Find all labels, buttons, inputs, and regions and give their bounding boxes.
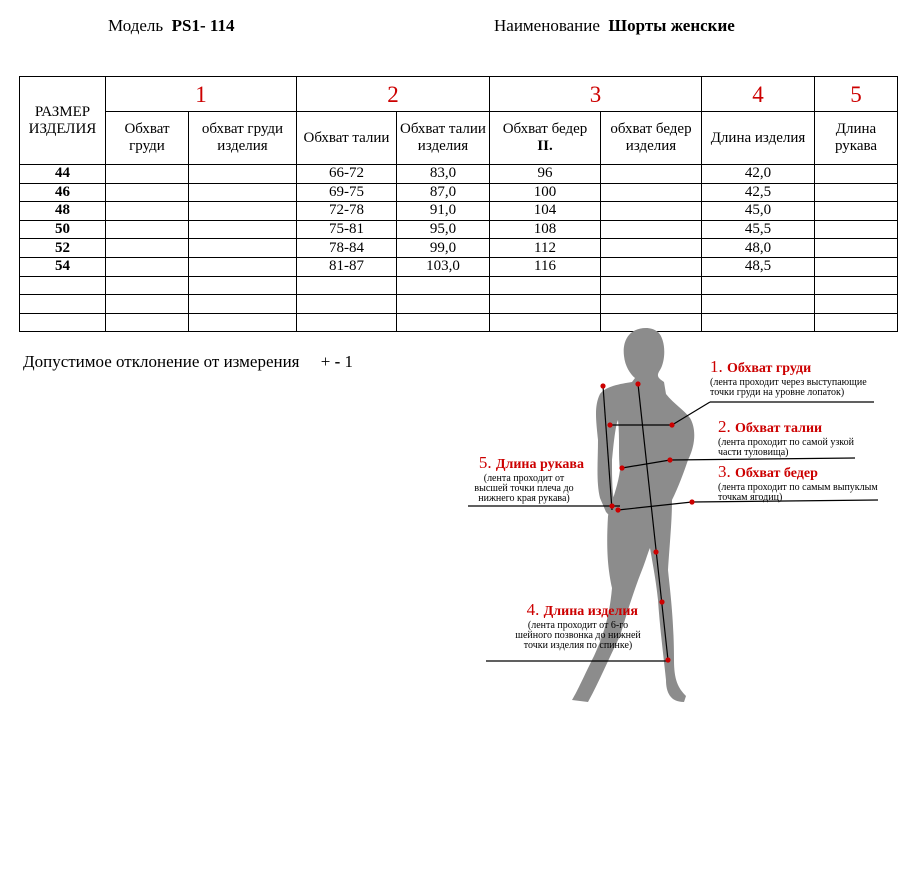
caption-number: 5. [478, 453, 496, 472]
tolerance-note [23, 352, 353, 372]
col-hips [490, 112, 601, 165]
table-cell: 81-87 [297, 257, 397, 276]
measurement-marker [615, 507, 620, 512]
caption-note: (лента проходит по самым выпуклым [718, 482, 878, 493]
table-cell [702, 276, 815, 295]
size-cell [20, 295, 106, 314]
col-hips-suffix: II. [537, 138, 553, 154]
caption-note: шейного позвонка до нижней [515, 630, 641, 641]
caption-note: (лента проходит от [483, 473, 565, 484]
table-cell: 116 [490, 257, 601, 276]
table-cell: 69-75 [297, 183, 397, 202]
col-hips-garment: обхват бедер изделия [601, 112, 702, 165]
table-cell: 95,0 [397, 220, 490, 239]
caption-title-text: Длина изделия [543, 604, 638, 619]
table-cell [297, 295, 397, 314]
caption-4 [515, 600, 641, 651]
caption-title-text: Длина рукава [495, 457, 584, 472]
table-cell: 75-81 [297, 220, 397, 239]
table-cell: 91,0 [397, 202, 490, 221]
table-row [20, 276, 898, 295]
measurement-marker [607, 422, 612, 427]
table-cell: 48,0 [702, 239, 815, 258]
caption-note: точкам ягодиц) [718, 492, 783, 503]
size-cell [20, 276, 106, 295]
table-cell: 87,0 [397, 183, 490, 202]
table-row [20, 202, 898, 221]
table-cell [106, 165, 189, 184]
group-4-header: 4 [702, 77, 815, 112]
col-chest-garment: обхват груди изделия [189, 112, 297, 165]
table-cell [397, 295, 490, 314]
table-row [20, 295, 898, 314]
model-label: Модель [108, 16, 164, 35]
table-cell [297, 276, 397, 295]
model-line [108, 16, 234, 36]
table-cell: 103,0 [397, 257, 490, 276]
caption-number: 2. [718, 417, 735, 436]
table-cell [815, 276, 898, 295]
measurement-marker [609, 503, 614, 508]
caption-title [718, 462, 818, 481]
table-cell [815, 202, 898, 221]
measurement-figure [460, 320, 900, 710]
table-cell [106, 220, 189, 239]
measurement-marker [689, 499, 694, 504]
measurement-marker [667, 457, 672, 462]
group-3-header: 3 [490, 77, 702, 112]
col-sleeve: Длина рукава [815, 112, 898, 165]
table-cell [601, 239, 702, 258]
table-cell: 45,0 [702, 202, 815, 221]
column-header-row [20, 112, 898, 165]
tolerance-plus: + [320, 352, 331, 371]
caption-title [479, 453, 584, 472]
table-cell [490, 276, 601, 295]
measurement-marker [659, 599, 664, 604]
measurement-marker [653, 549, 658, 554]
caption-number: 4. [526, 600, 544, 619]
table-cell [297, 313, 397, 332]
size-table [19, 76, 898, 332]
table-cell: 104 [490, 202, 601, 221]
table-cell [189, 202, 297, 221]
table-cell [189, 295, 297, 314]
table-cell [106, 257, 189, 276]
measurement-marker [619, 465, 624, 470]
caption-2 [718, 417, 855, 458]
tolerance-value: 1 [344, 352, 354, 371]
caption-note: части туловища) [718, 447, 789, 458]
caption-note: (лента проходит через выступающие [710, 377, 867, 388]
table-row [20, 183, 898, 202]
caption-note: нижнего края рукава) [478, 493, 570, 504]
caption-note: (лента проходит от 6-го [527, 620, 629, 631]
table-row [20, 239, 898, 258]
table-cell [815, 165, 898, 184]
table-cell [189, 239, 297, 258]
size-cell: 44 [20, 165, 106, 184]
table-cell: 45,5 [702, 220, 815, 239]
table-cell [601, 276, 702, 295]
product-name-label: Наименование [494, 16, 600, 35]
caption-note: точки груди на уровне лопаток) [710, 387, 845, 398]
caption-number: 3. [718, 462, 735, 481]
table-row [20, 165, 898, 184]
table-cell [601, 183, 702, 202]
table-row [20, 220, 898, 239]
table-cell [189, 165, 297, 184]
table-cell: 42,0 [702, 165, 815, 184]
product-name-value: Шорты женские [608, 16, 735, 35]
table-cell [189, 313, 297, 332]
group-1-header: 1 [106, 77, 297, 112]
size-cell: 52 [20, 239, 106, 258]
size-cell: 50 [20, 220, 106, 239]
table-cell [106, 276, 189, 295]
caption-1 [710, 357, 867, 398]
table-cell [490, 295, 601, 314]
table-cell [189, 220, 297, 239]
table-cell: 83,0 [397, 165, 490, 184]
table-cell [106, 183, 189, 202]
tolerance-minus: - [334, 352, 341, 371]
table-cell [189, 257, 297, 276]
table-cell [601, 220, 702, 239]
table-cell [601, 165, 702, 184]
table-cell [815, 239, 898, 258]
size-cell: 48 [20, 202, 106, 221]
table-cell [702, 295, 815, 314]
group-header-row [20, 77, 898, 112]
col-waist-garment: Обхват талии изделия [397, 112, 490, 165]
table-row [20, 257, 898, 276]
caption-title [718, 417, 822, 436]
table-cell [106, 295, 189, 314]
col-chest: Обхват груди [106, 112, 189, 165]
table-cell: 48,5 [702, 257, 815, 276]
col-length: Длина изделия [702, 112, 815, 165]
caption-title-text: Обхват груди [727, 361, 812, 376]
caption-title-text: Обхват талии [735, 421, 823, 436]
tolerance-text: Допустимое отклонение от измерения [23, 352, 300, 371]
caption-title-text: Обхват бедер [735, 466, 818, 481]
caption-5 [474, 453, 584, 504]
col-waist: Обхват талии [297, 112, 397, 165]
measurement-marker [669, 422, 674, 427]
table-cell: 72-78 [297, 202, 397, 221]
table-cell [601, 257, 702, 276]
table-cell: 108 [490, 220, 601, 239]
caption-note: высшей точки плеча до [474, 483, 574, 494]
size-cell: 46 [20, 183, 106, 202]
caption-3 [718, 462, 878, 503]
measurement-marker [635, 381, 640, 386]
table-cell [106, 239, 189, 258]
size-cell: 54 [20, 257, 106, 276]
table-cell: 66-72 [297, 165, 397, 184]
table-cell [815, 295, 898, 314]
caption-note: (лента проходит по самой узкой [718, 437, 854, 448]
table-cell: 100 [490, 183, 601, 202]
caption-title [710, 357, 811, 376]
table-cell [106, 313, 189, 332]
group-2-header: 2 [297, 77, 490, 112]
table-cell: 78-84 [297, 239, 397, 258]
col-hips-label: Обхват бедер [502, 121, 588, 137]
table-cell: 112 [490, 239, 601, 258]
table-cell: 42,5 [702, 183, 815, 202]
size-table-body [20, 165, 898, 332]
table-cell [106, 202, 189, 221]
table-cell: 96 [490, 165, 601, 184]
table-cell [601, 202, 702, 221]
measurement-marker [665, 657, 670, 662]
table-cell [815, 257, 898, 276]
size-header: РАЗМЕР ИЗДЕЛИЯ [20, 77, 106, 165]
table-cell [189, 183, 297, 202]
caption-note: точки изделия по спинке) [523, 640, 633, 651]
table-cell: 99,0 [397, 239, 490, 258]
size-cell [20, 313, 106, 332]
table-cell [815, 220, 898, 239]
table-cell [189, 276, 297, 295]
model-value: PS1- 114 [171, 16, 235, 35]
product-name-line [494, 16, 735, 36]
waist-baseline [670, 458, 855, 460]
group-5-header: 5 [815, 77, 898, 112]
table-cell [397, 276, 490, 295]
caption-number: 1. [710, 357, 727, 376]
table-cell [815, 183, 898, 202]
table-cell [601, 295, 702, 314]
measurement-marker [600, 383, 605, 388]
